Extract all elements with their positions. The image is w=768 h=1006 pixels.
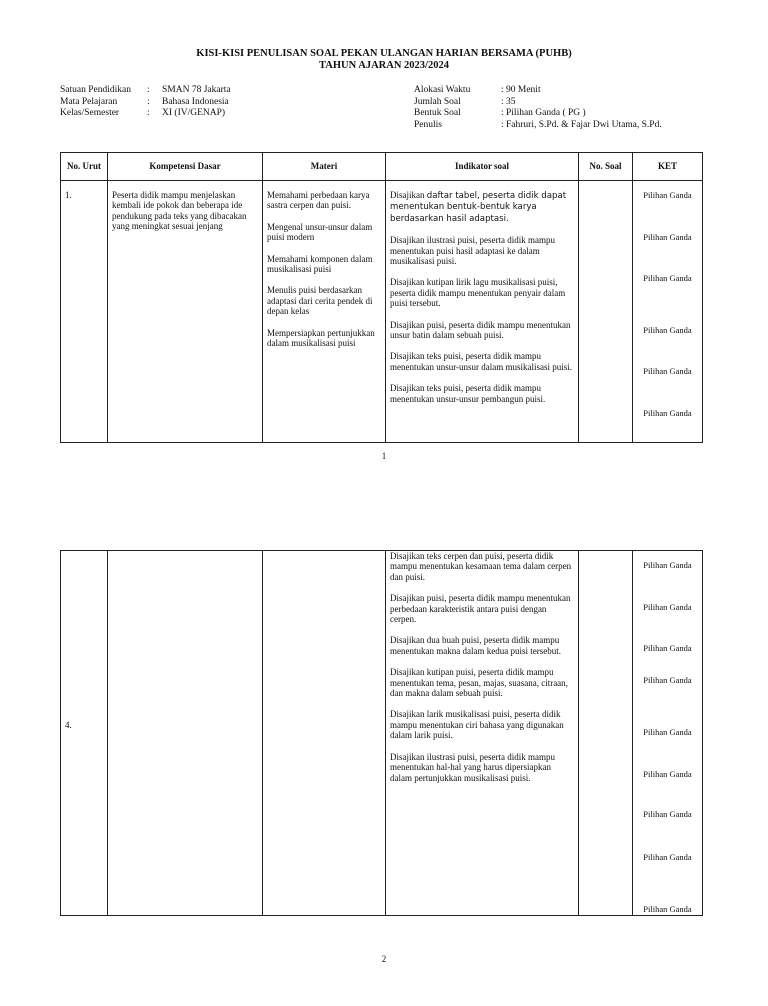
ket-item: Pilihan Ganda — [643, 602, 692, 612]
header-indikator-soal: Indikator soal — [386, 153, 579, 181]
materi-item: Menulis puisi berdasarkan adaptasi dari cerita pendek di depan kelas — [267, 285, 373, 317]
indikator-item: Disajikan dua buah puisi, peserta didik mampu menentukan makna dalam kedua puisi tersebut. — [390, 635, 561, 656]
header-materi: Materi — [263, 153, 386, 181]
indikator-item: Disajikan teks cerpen dan puisi, peserta didik mampu menentukan kesamaan tema dalam cerpen dan puisi. — [390, 551, 572, 582]
meta-jumlah-soal: Jumlah Soal : 35 — [414, 96, 516, 107]
ket-item: Pilihan Ganda — [643, 325, 692, 335]
meta-mata-pelajaran: Mata Pelajaran : Bahasa Indonesia — [60, 96, 229, 107]
kisi-kisi-table-page-2 — [60, 550, 703, 916]
cell-materi — [263, 181, 386, 443]
indikator-item: Disajikan daftar tabel, peserta didik dapat menentukan bentuk-bentuk karya berdasarkan hasil adaptasi. — [390, 190, 567, 224]
ket-item: Pilihan Ganda — [643, 852, 692, 862]
materi-item: Mengenal unsur-unsur dalam puisi modern — [267, 221, 373, 243]
indikator-item: Disajikan puisi, peserta didik mampu menentukan unsur batin dalam sebuah puisi. — [390, 319, 571, 341]
meta-satuan-pendidikan: Satuan Pendidikan : SMAN 78 Jakarta — [60, 85, 231, 95]
document-subtitle: TAHUN AJARAN 2023/2024 — [319, 60, 449, 71]
ket-item: Pilihan Ganda — [643, 232, 692, 242]
cell-no-soal-continued — [579, 551, 633, 916]
indikator-item: Disajikan teks puisi, peserta didik mampu menentukan unsur-unsur pembangun puisi. — [390, 383, 546, 404]
kisi-kisi-table-page-1 — [60, 152, 703, 443]
ket-item: Pilihan Ganda — [643, 769, 692, 779]
page-number-2: 2 — [381, 954, 387, 964]
cell-ket-continued — [633, 551, 703, 916]
header-kompetensi-dasar: Kompetensi Dasar — [108, 153, 263, 181]
document-title: KISI-KISI PENULISAN SOAL PEKAN ULANGAN HARIAN BERSAMA (PUHB) — [196, 48, 572, 59]
meta-kelas-semester: Kelas/Semester : XI (IV/GENAP) — [60, 108, 226, 118]
materi-item: Memahami perbedaan karya sastra cerpen dan puisi. — [267, 190, 370, 211]
cell-ket — [633, 181, 703, 443]
cell-indikator-soal — [386, 181, 579, 443]
cell-no-urut-continued: 4. — [61, 551, 108, 916]
indikator-item: Disajikan ilustrasi puisi, peserta didik mampu menentukan hal-hal yang harus dipersiapkan dalam pertunjukkan musikalisasi puisi. — [390, 751, 555, 783]
header-no-soal: No. Soal — [579, 153, 633, 181]
meta-alokasi-waktu: Alokasi Waktu : 90 Menit — [414, 85, 541, 95]
cell-no-soal — [579, 181, 633, 443]
ket-item: Pilihan Ganda — [643, 408, 692, 418]
header-ket: KET — [633, 153, 703, 181]
meta-left — [60, 85, 231, 120]
cell-kompetensi-materi-continued — [108, 551, 386, 916]
ket-item: Pilihan Ganda — [643, 273, 692, 283]
indikator-item: Disajikan ilustrasi puisi, peserta didik mampu menentukan puisi hasil adaptasi ke dalam musikalisasi puisi. — [390, 235, 555, 267]
ket-item: Pilihan Ganda — [643, 675, 692, 685]
meta-penulis: Penulis : Fahruri, S.Pd. & Fajar Dwi Utama, S.Pd. — [414, 119, 662, 130]
cell-indikator-soal-continued — [386, 551, 579, 916]
materi-item: Memahami komponen dalam musikalisasi puisi — [267, 253, 373, 275]
header-no-urut: No. Urut — [61, 153, 108, 181]
indikator-item: Disajikan kutipan puisi, peserta didik mampu menentukan tema, pesan, majas, suasana, citraan, dan makna dalam sebuah puisi. — [390, 667, 568, 699]
meta-bentuk-soal: Bentuk Soal : Pilihan Ganda ( PG ) — [414, 108, 586, 118]
ket-item: Pilihan Ganda — [643, 904, 692, 914]
ket-item: Pilihan Ganda — [643, 366, 692, 376]
page-number-1: 1 — [381, 451, 387, 461]
ket-item: Pilihan Ganda — [643, 190, 692, 200]
ket-item: Pilihan Ganda — [643, 643, 692, 653]
cell-no-urut: 1. — [61, 181, 108, 443]
indikator-item: Disajikan kutipan lirik lagu musikalisasi puisi, peserta didik mampu menentukan penyair dalam puisi tersebut. — [390, 277, 566, 309]
ket-item: Pilihan Ganda — [643, 809, 692, 819]
cell-kompetensi-dasar: Peserta didik mampu menjelaskan kembali ide pokok dan beberapa ide pendukung pada teks yang dibacakan yang meningkat sesuai jenjang — [108, 181, 263, 443]
indikator-item: Disajikan puisi, peserta didik mampu menentukan perbedaan karakteristik antara puisi dengan cerpen. — [390, 593, 571, 625]
indikator-item: Disajikan larik musikalisasi puisi, peserta didik mampu menentukan ciri bahasa yang digunakan dalam larik puisi. — [390, 709, 564, 741]
ket-item: Pilihan Ganda — [643, 560, 692, 570]
materi-item: Mempersiapkan pertunjukkan dalam musikalisasi puisi — [267, 327, 375, 349]
ket-item: Pilihan Ganda — [643, 727, 692, 737]
indikator-item: Disajikan teks puisi, peserta didik mampu menentukan unsur-unsur dalam musikalisasi puisi. — [390, 351, 573, 372]
column-divider — [262, 551, 263, 915]
meta-right — [414, 85, 662, 131]
